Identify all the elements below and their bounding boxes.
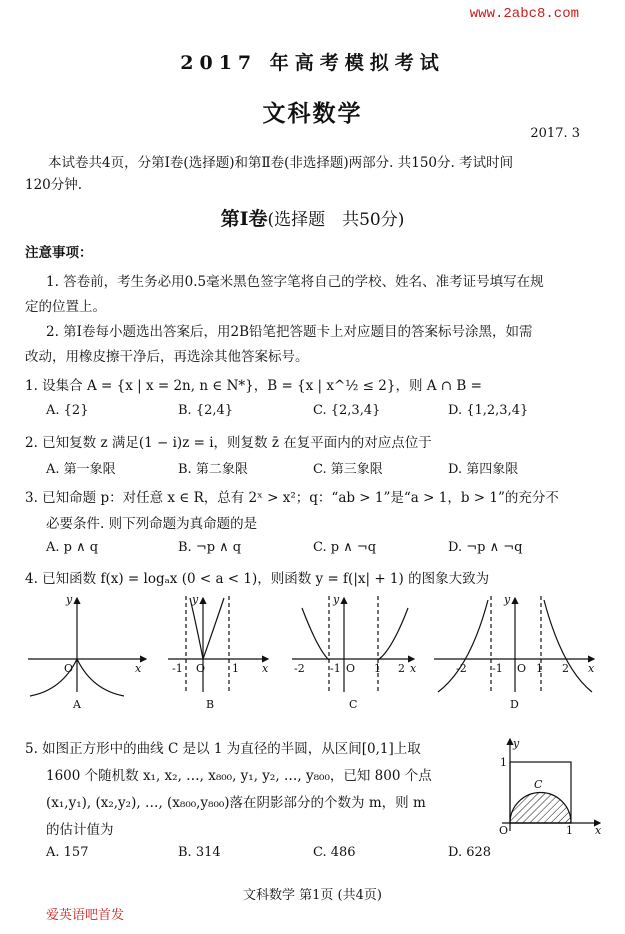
q2-option-a: A. 第一象限 <box>46 462 116 477</box>
graph-d-x-label: x <box>588 662 595 675</box>
graph-a-origin: O <box>64 662 74 675</box>
subject-title: 文科数学 <box>262 101 363 127</box>
note-1-line-2: 定的位置上。 <box>25 299 106 315</box>
section-subtitle: (选择题 共50分) <box>267 210 405 230</box>
graph-a <box>28 598 146 696</box>
q5-line-1: 5. 如图正方形中的曲线 C 是以 1 为直径的半圆，从区间[0,1]上取 <box>25 741 421 757</box>
q5-option-b: B. 314 <box>178 845 221 860</box>
note-2-line-1: 2. 第Ⅰ卷每小题选出答案后，用2B铅笔把答题卡上对应题目的答案标号涂黑，如需 <box>46 324 533 340</box>
q1-option-d: D. {1,2,3,4} <box>448 403 529 418</box>
graph-b <box>168 596 268 692</box>
q5-figure <box>490 735 610 835</box>
q1-stem: 1. 设集合 A = {x | x = 2n, n ∈ N*}，B = {x | x^½ ≤ 2}，则 A ∩ B = <box>25 378 482 394</box>
graph-b-tick-neg1: -1 <box>172 662 183 675</box>
graph-c-tick-1: 1 <box>374 662 381 675</box>
notes-title: 注意事项： <box>25 245 93 261</box>
graph-b-tick-1: 1 <box>232 662 239 675</box>
q5-option-a: A. 157 <box>46 845 89 860</box>
graph-c-tick-neg1: -1 <box>330 662 341 675</box>
intro-line-1: 本试卷共4页，分第Ⅰ卷(选择题)和第Ⅱ卷(非选择题)两部分. 共150分. 考试时间 <box>48 155 514 171</box>
q3-stem-line-2: 必要条件. 则下列命题为真命题的是 <box>46 516 258 532</box>
q5-line-2: 1600 个随机数 x₁, x₂, …, x₈₀₀, y₁, y₂, …, y₈₀₀，已知 800 个点 <box>46 768 432 784</box>
watermark: www.2abc8.com <box>469 6 579 22</box>
exam-title: 2017 年高考模拟考试 <box>180 52 445 74</box>
graph-d-caption: D <box>510 698 519 711</box>
graph-a-caption: A <box>73 698 81 711</box>
graph-c-x-label: x <box>410 662 417 675</box>
graph-d-tick-1: 1 <box>536 662 543 675</box>
intro-line-2: 120分钟. <box>25 177 83 193</box>
fig-one-x: 1 <box>566 824 573 835</box>
graph-c-tick-2: 2 <box>398 662 405 675</box>
graph-c-tick-neg2: -2 <box>294 662 305 675</box>
graph-c-origin: O <box>346 662 356 675</box>
q1-option-c: C. {2,3,4} <box>313 403 381 418</box>
q5-option-c: C. 486 <box>313 845 356 860</box>
q5-line-4: 的估计值为 <box>46 822 114 838</box>
q4-graphs <box>0 588 625 716</box>
fig-origin: O <box>499 824 509 835</box>
graph-d-origin: O <box>517 662 527 675</box>
q4-stem: 4. 已知函数 f(x) = logₐx (0 < a < 1)，则函数 y = f(|x| + 1) 的图象大致为 <box>25 571 490 587</box>
graph-d-y-label: y <box>504 593 511 606</box>
q2-stem: 2. 已知复数 z 满足(1 − i)z = i，则复数 z̄ 在复平面内的对应点位于 <box>25 435 432 451</box>
graph-c-y-label: y <box>333 593 340 606</box>
graph-d <box>434 596 594 692</box>
graph-c <box>292 596 414 692</box>
graph-b-x-label: x <box>262 662 269 675</box>
section-title: 第Ⅰ卷 <box>220 208 268 230</box>
section-heading <box>0 204 625 231</box>
graph-b-caption: B <box>206 698 215 711</box>
q2-option-d: D. 第四象限 <box>448 462 519 477</box>
q3-option-c: C. p ∧ ¬q <box>313 540 377 555</box>
q3-option-d: D. ¬p ∧ ¬q <box>448 540 523 555</box>
graph-b-y-label: y <box>192 593 199 606</box>
q3-stem-line-1: 3. 已知命题 p：对任意 x ∈ R，总有 2ˣ > x²；q：“ab > 1”是“a > 1，b > 1”的充分不 <box>25 490 559 506</box>
graph-a-x-label: x <box>135 662 142 675</box>
exam-date: 2017. 3 <box>530 126 580 141</box>
fig-x-label: x <box>595 824 602 835</box>
q5-option-d: D. 628 <box>448 845 492 860</box>
q1-option-b: B. {2,4} <box>178 403 234 418</box>
fig-curve-label: C <box>534 778 543 791</box>
q3-option-a: A. p ∧ q <box>46 540 99 555</box>
q2-option-c: C. 第三象限 <box>313 462 383 477</box>
graph-d-tick-neg1: -1 <box>492 662 503 675</box>
note-1-line-1: 1. 答卷前，考生务必用0.5毫米黑色签字笔将自己的学校、姓名、准考证号填写在规 <box>46 274 544 290</box>
note-2-line-2: 改动，用橡皮擦干净后，再选涂其他答案标号。 <box>25 349 309 365</box>
q3-option-b: B. ¬p ∧ q <box>178 540 242 555</box>
graph-a-y-label: y <box>66 593 73 606</box>
shaded-semicircle <box>510 793 571 824</box>
page-footer: 文科数学 第1页 (共4页) <box>243 888 382 903</box>
fig-one-y: 1 <box>500 756 507 769</box>
source-note: 爱英语吧首发 <box>46 908 125 923</box>
graph-d-tick-neg2: -2 <box>456 662 467 675</box>
graph-b-origin: O <box>196 662 206 675</box>
graph-d-tick-2: 2 <box>562 662 569 675</box>
q5-line-3: (x₁,y₁), (x₂,y₂), …, (x₈₀₀,y₈₀₀)落在阴影部分的个数为 m，则 m <box>46 795 426 811</box>
graph-c-caption: C <box>349 698 358 711</box>
q1-option-a: A. {2} <box>46 403 89 418</box>
q2-option-b: B. 第二象限 <box>178 462 248 477</box>
fig-y-label: y <box>513 737 520 750</box>
